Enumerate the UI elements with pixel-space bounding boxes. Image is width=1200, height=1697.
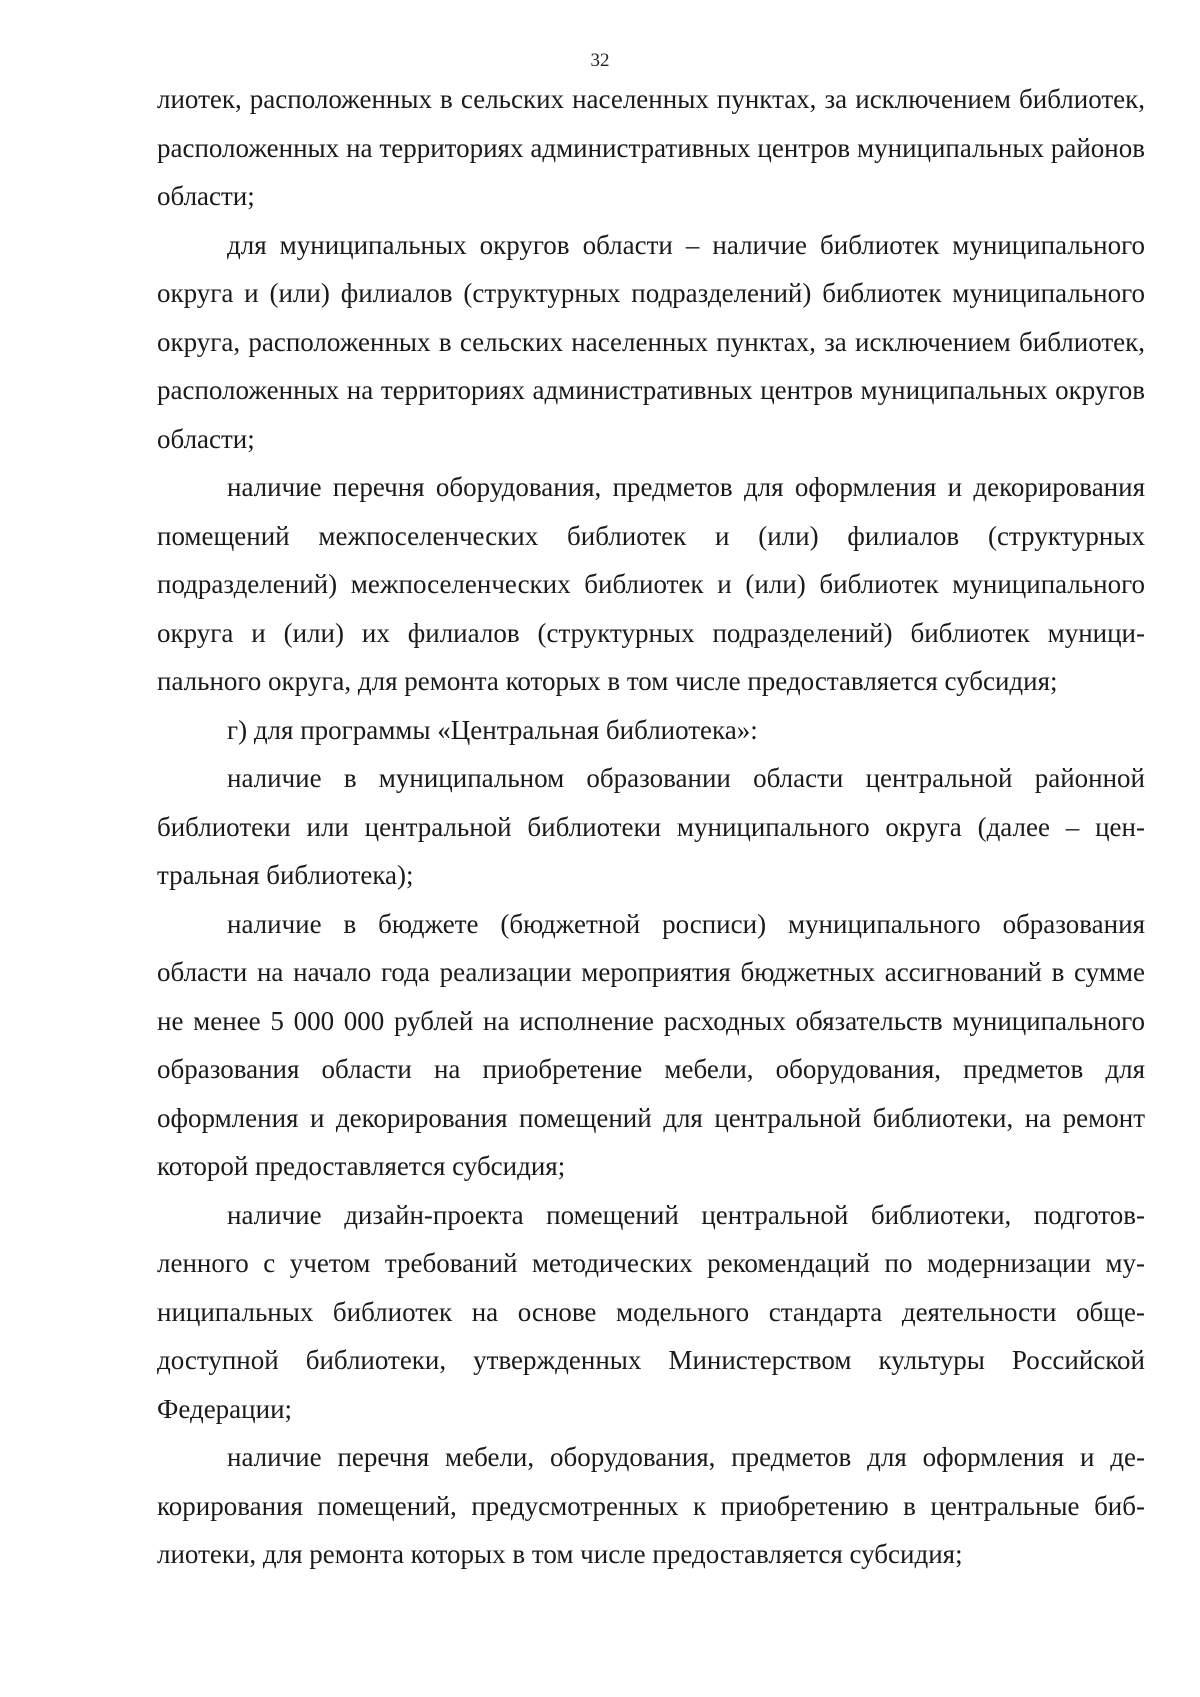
paragraph-central-library-heading: г) для программы «Центральная библиотека»: <box>227 714 758 745</box>
paragraph-central-library-presence: наличие в муниципальном образовании области центральной районной библиотеки или центральной библиотеки муниципального округа (далее – центральная библиотека); <box>157 763 1145 890</box>
paragraph-design-project: наличие дизайн-проекта помещений центральной библиотеки, подготовленного с учетом требований методических рекомендаций по модернизации муниципальных библиотек на основе модельного стандарта деятельности общедоступной библиотеки, утвержденных Министерством культуры Российской Федерации; <box>157 1199 1145 1424</box>
paragraph-budget-allocation: наличие в бюджете (бюджетной росписи) муниципального образования области на начало года реализации мероприятия бюджетных ассигнований в сумме не менее 5 000 000 рублей на исполнение расходных обязательств муниципального образования области на приобретение мебели, оборудования, предметов для оформления и декорирования помещений для центральной библиотеки, на ремонт которой предоставляется субсидия; <box>157 908 1145 1181</box>
page-number: 32 <box>590 50 610 71</box>
paragraph-municipal-districts: для муниципальных округов области – наличие библиотек муниципального округа и (или) филиалов (структурных подразделений) библиотек муниципального округа, расположенных в сельских населенных пунктах, за исключением библиотек, расположенных на территориях административных центров муниципальных округов области; <box>157 229 1145 454</box>
paragraph-furniture-list: наличие перечня мебели, оборудования, предметов для оформления и декорирования помещений, предусмотренных к приобретению в центральные библиотеки, для ремонта которых в том числе предоставляется субсидия; <box>157 1442 1145 1569</box>
paragraph-continuation: лиотек, расположенных в сельских населенных пунктах, за исключением библиотек, расположенных на территориях административных центров муниципальных районов области; <box>157 84 1145 211</box>
paragraph-equipment-list: наличие перечня оборудования, предметов для оформления и декорирования помещений межпоселенческих библиотек и (или) филиалов (структурных подразделений) межпоселенческих библиотек и (или) библиотек муниципального округа и (или) их филиалов (структурных подразделений) библиотек муниципального округа, для ремонта которых в том числе предоставляется субсидия; <box>157 472 1145 696</box>
document-body <box>157 75 1145 1579</box>
